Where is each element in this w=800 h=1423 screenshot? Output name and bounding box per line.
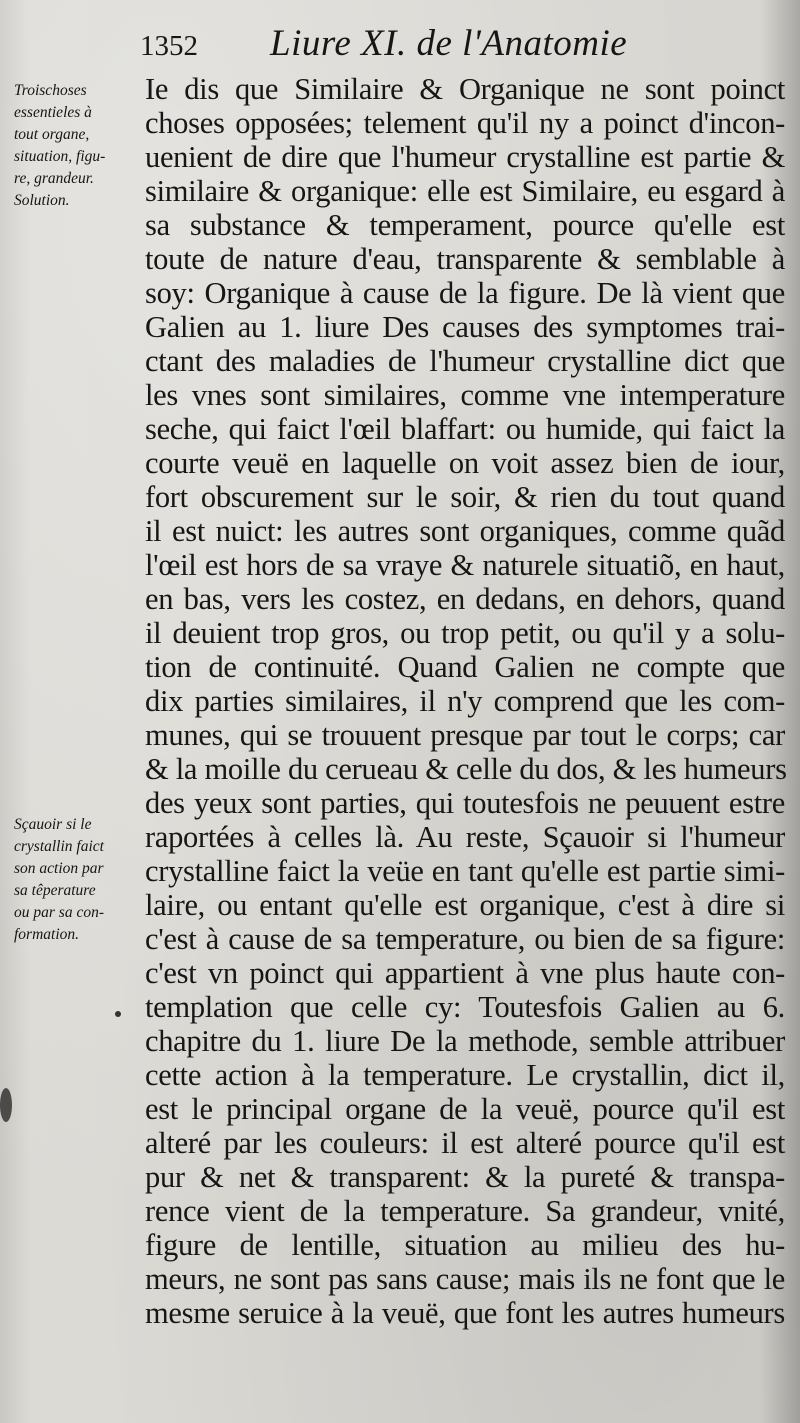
text-line: c'est à cause de sa temperature, ou bien de sa figure: bbox=[145, 922, 785, 956]
margin-note-line: Troischoses bbox=[14, 82, 87, 99]
text-line: est le principal organe de la veuë, pource qu'il est bbox=[145, 1092, 785, 1126]
page-number: 1352 bbox=[140, 30, 198, 62]
text-line: rence vient de la temperature. Sa grandeur, vnité, bbox=[145, 1194, 785, 1228]
text-line: munes, qui se trouuent presque par tout le corps; car bbox=[145, 718, 785, 752]
ink-blot bbox=[0, 1088, 12, 1122]
text-line: tion de continuité. Quand Galien ne compte que bbox=[145, 650, 785, 684]
text-line: ctant des maladies de l'humeur crystalline dict que bbox=[145, 344, 785, 378]
text-line: figure de lentille, situation au milieu des hu- bbox=[145, 1228, 785, 1262]
text-line: alteré par les couleurs: il est alteré pource qu'il est bbox=[145, 1126, 785, 1160]
margin-note-line: crystallin faict bbox=[14, 838, 104, 855]
margin-note-line: re, grandeur. bbox=[14, 170, 94, 187]
text-line: crystalline faict la veüe en tant qu'elle est partie simi- bbox=[145, 854, 785, 888]
margin-note-line: Solution. bbox=[14, 192, 70, 209]
text-line: soy: Organique à cause de la figure. De là vient que bbox=[145, 276, 785, 310]
margin-note-line: son action par bbox=[14, 860, 104, 877]
text-line: choses opposées; telement qu'il ny a poinct d'incon- bbox=[145, 106, 785, 140]
text-line: en bas, vers les costez, en dedans, en dehors, quand bbox=[145, 582, 785, 616]
text-line: les vnes sont similaires, comme vne intemperature bbox=[145, 378, 785, 412]
text-line: c'est vn poinct qui appartient à vne plus haute con- bbox=[145, 956, 785, 990]
text-line: dix parties similaires, il n'y comprend que les com- bbox=[145, 684, 785, 718]
text-line: cette action à la temperature. Le crystallin, dict il, bbox=[145, 1058, 785, 1092]
text-line: uenient de dire que l'humeur crystalline est partie & bbox=[145, 140, 785, 174]
text-line: mesme seruice à la veuë, que font les autres humeurs bbox=[145, 1296, 785, 1330]
text-line: raportées à celles là. Au reste, Sçauoir si l'humeur bbox=[145, 820, 785, 854]
text-line: toute de nature d'eau, transparente & semblable à bbox=[145, 242, 785, 276]
text-line: l'œil est hors de sa vraye & naturele situatiõ, en haut, bbox=[145, 548, 785, 582]
margin-note-line: essentieles à bbox=[14, 104, 92, 121]
margin-note-line: ou par sa con- bbox=[14, 904, 104, 921]
margin-note-line: tout organe, bbox=[14, 126, 90, 143]
running-title: Liure XI. de l'Anatomie bbox=[270, 23, 628, 64]
text-line: templation que celle cy: Toutesfois Galien au 6. bbox=[145, 990, 785, 1024]
text-line: fort obscurement sur le soir, & rien du tout quand bbox=[145, 480, 785, 514]
text-line: Ie dis que Similaire & Organique ne sont poinct bbox=[145, 72, 785, 106]
text-line: des yeux sont parties, qui toutesfois ne peuuent estre bbox=[145, 786, 785, 820]
body-text bbox=[145, 72, 785, 1330]
text-line: courte veuë en laquelle on voit assez bien de iour, bbox=[145, 446, 785, 480]
page-header bbox=[140, 22, 760, 72]
text-line: il deuient trop gros, ou trop petit, ou qu'il y a solu- bbox=[145, 616, 785, 650]
text-line: Galien au 1. liure Des causes des symptomes trai- bbox=[145, 310, 785, 344]
text-line: pur & net & transparent: & la pureté & transpa- bbox=[145, 1160, 785, 1194]
text-line: il est nuict: les autres sont organiques, comme quãd bbox=[145, 514, 785, 548]
text-line: & la moille du cerueau & celle du dos, & les humeurs bbox=[145, 752, 787, 786]
text-line: sa substance & temperament, pource qu'elle est bbox=[145, 208, 785, 242]
text-line: laire, ou entant qu'elle est organique, c'est à dire si bbox=[145, 888, 785, 922]
text-line: chapitre du 1. liure De la methode, semble attribuer bbox=[145, 1024, 785, 1058]
margin-note bbox=[14, 80, 150, 212]
margin-note bbox=[14, 814, 150, 946]
ink-dot bbox=[115, 1011, 121, 1017]
text-line: similaire & organique: elle est Similaire, eu esgard à bbox=[145, 174, 785, 208]
text-line: seche, qui faict l'œil blaffart: ou humide, qui faict la bbox=[145, 412, 785, 446]
margin-notes bbox=[0, 0, 150, 1423]
margin-note-line: sa têperature bbox=[14, 882, 96, 899]
margin-note-line: situation, figu- bbox=[14, 148, 106, 165]
margin-note-line: formation. bbox=[14, 926, 80, 943]
margin-note-line: Sçauoir si le bbox=[14, 816, 92, 833]
text-line: meurs, ne sont pas sans cause; mais ils ne font que le bbox=[145, 1262, 785, 1296]
